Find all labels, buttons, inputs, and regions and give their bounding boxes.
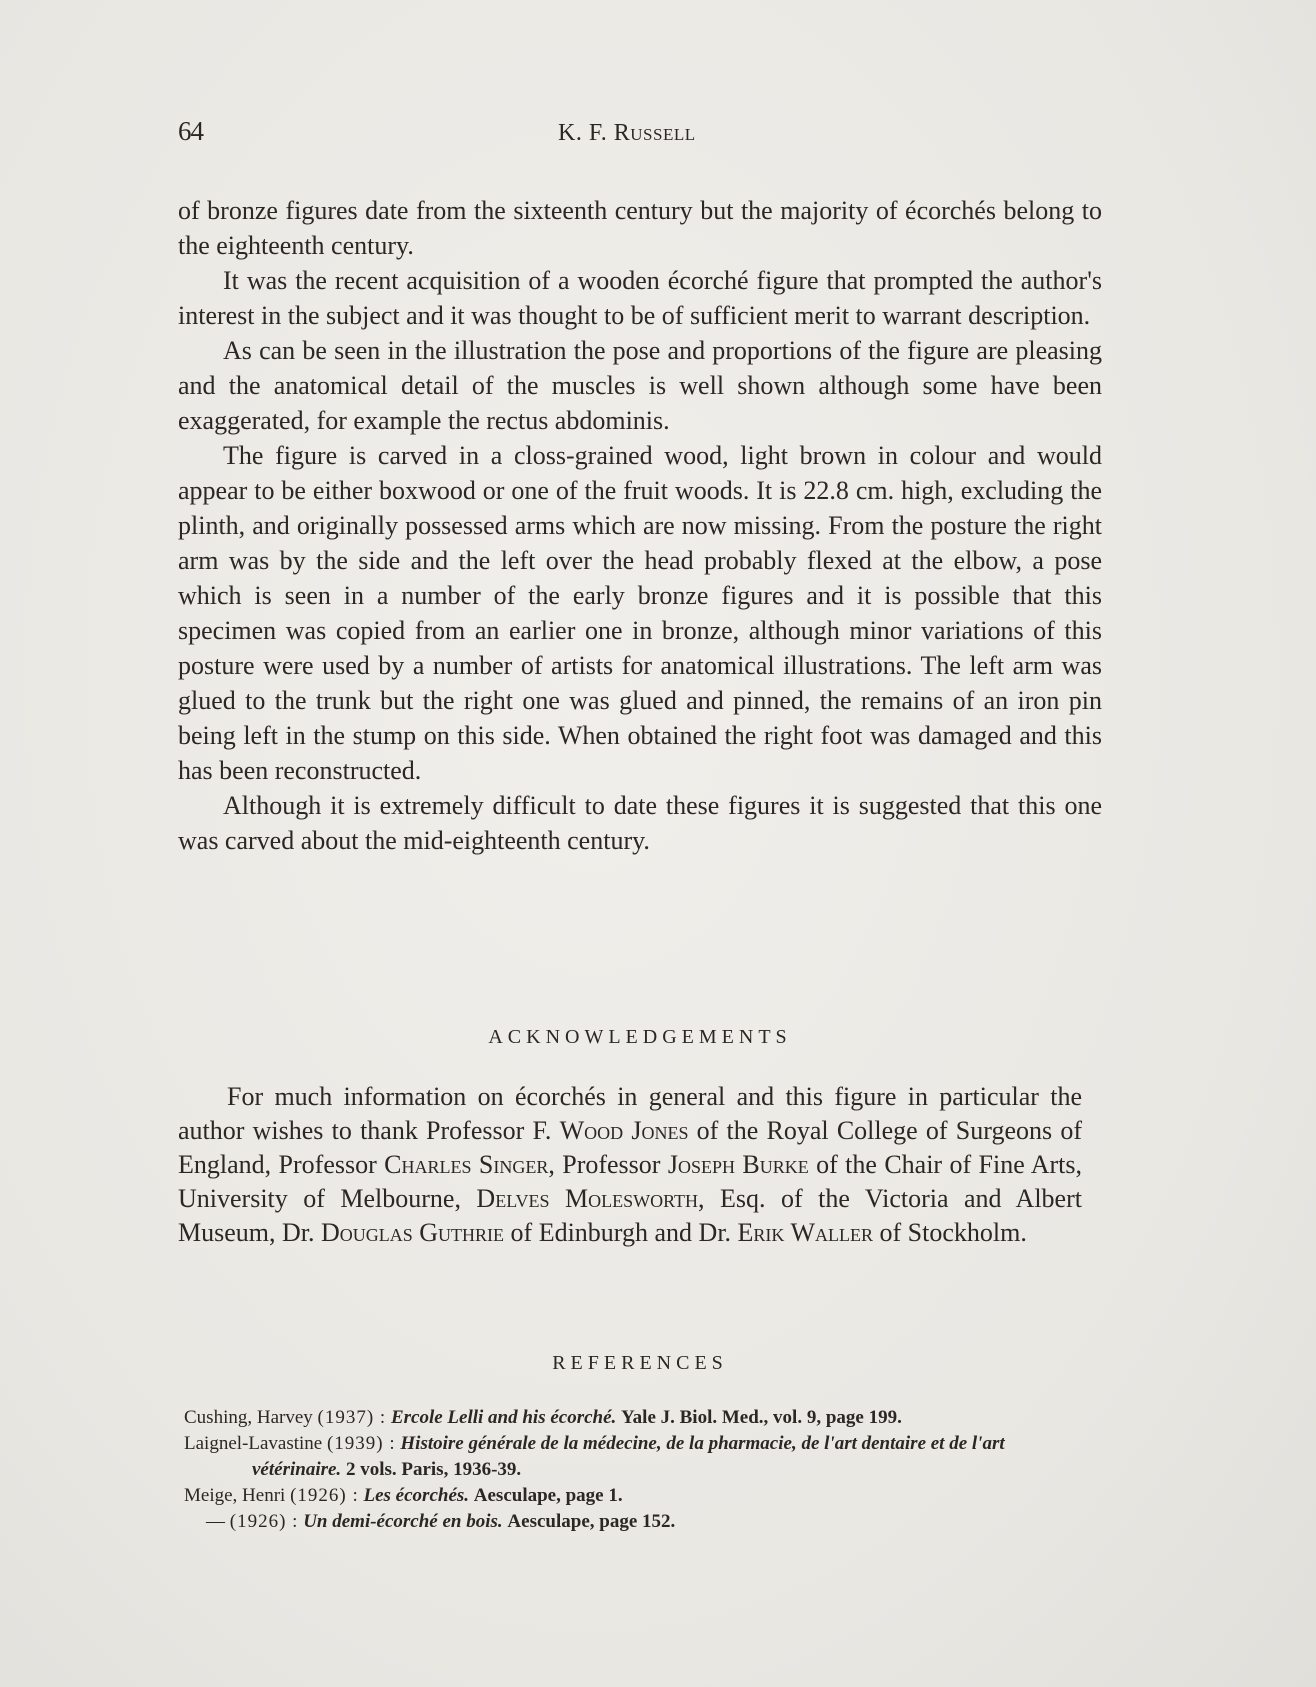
acknowledgements-heading: ACKNOWLEDGEMENTS [488,1026,792,1048]
reference-title: Histoire générale de la médecine, de la pharmacie, de l'art dentaire et de l'art vétérinaire. [252,1433,1005,1480]
reference-entry [184,1431,1084,1483]
ack-text-run: , Esq. of the Victoria and Albert Museum, Dr. [178,1184,1082,1247]
running-head: K. F. Russell [558,120,696,146]
reference-source: 2 vols. Paris, 1936-39. [345,1459,522,1480]
reference-list [184,1405,1084,1535]
reference-author: — [206,1511,225,1532]
acknowledgements-paragraph [178,1080,1082,1250]
reference-entry [184,1405,1084,1431]
ack-text-run: of the Chair of Fine Arts, University of Melbourne, [178,1150,1082,1213]
ack-text-run: For much information on écorchés in general and this figure in particular the author wishes to thank Professor F. [178,1082,1082,1145]
reference-year: (1926) : [290,1485,359,1506]
reference-source: Aesculape, page 152. [507,1511,676,1532]
ack-text-run: , Professor [548,1150,668,1179]
reference-year: (1939) : [326,1433,396,1454]
ack-text-run: of the Royal College of Surgeons of England, Professor [178,1116,1082,1179]
reference-source: Yale J. Biol. Med., vol. 9, page 199. [621,1407,902,1428]
reference-author: Laignel-Lavastine [184,1433,323,1454]
paragraph: of bronze figures date from the sixteenth century but the majority of écorchés belong to the eighteenth century. [178,196,1102,260]
ack-text-run: of Edinburgh and Dr. [504,1218,738,1247]
reference-author: Cushing, Harvey [184,1407,313,1428]
reference-title: Un demi-écorché en bois. [303,1511,503,1532]
reference-year: (1937) : [317,1407,387,1428]
person-name: Charles Singer [384,1150,549,1179]
person-name: Delves Moleswortн [476,1184,699,1213]
acknowledgements-text [178,1080,1082,1250]
person-name: Douglas Guthrie [321,1218,505,1247]
body-text [178,193,1102,858]
person-name: Wood Jones [559,1116,689,1145]
paragraph: As can be seen in the illustration the pose and proportions of the figure are pleasing and the anatomical detail of the muscles is well shown although some have been exaggerated, for example the rectus abdominis. [178,336,1102,435]
page-header [178,112,1078,152]
paragraph: The figure is carved in a closs-grained wood, light brown in colour and would appear to be either boxwood or one of the fruit woods. It is 22.8 cm. high, excluding the plinth, and originally possessed arms which are now missing. From the posture the right arm was by the side and the left over the head probably flexed at the elbow, a pose which is seen in a number of the early bronze figures and it is possible that this specimen was copied from an earlier one in bronze, although minor variations of this posture were used by a number of artists for anatomical illustrations. The left arm was glued to the trunk but the right one was glued and pinned, the remains of an iron pin being left in the stump on this side. When obtained the right foot was damaged and this has been reconstructed. [178,441,1102,785]
references-heading: REFERENCES [552,1352,728,1374]
ack-text-run: of Stockholm. [873,1218,1027,1247]
reference-title: Ercole Lelli and his écorché. [390,1407,617,1428]
reference-title: Les écorchés. [363,1485,470,1506]
page-number: 64 [178,116,203,146]
reference-entry [184,1483,1084,1509]
reference-source: Aesculape, page 1. [473,1485,623,1506]
paragraph: It was the recent acquisition of a wooden écorché figure that prompted the author's interest in the subject and it was thought to be of sufficient merit to warrant description. [178,266,1102,330]
reference-year: (1926) : [229,1511,299,1532]
reference-entry [184,1509,1084,1535]
reference-author: Meige, Henri [184,1485,286,1506]
person-name: Joseph Burke [667,1150,809,1179]
person-name: Erik Waller [737,1218,873,1247]
paragraph: Although it is extremely difficult to date these figures it is suggested that this one was carved about the mid-eighteenth century. [178,791,1102,855]
